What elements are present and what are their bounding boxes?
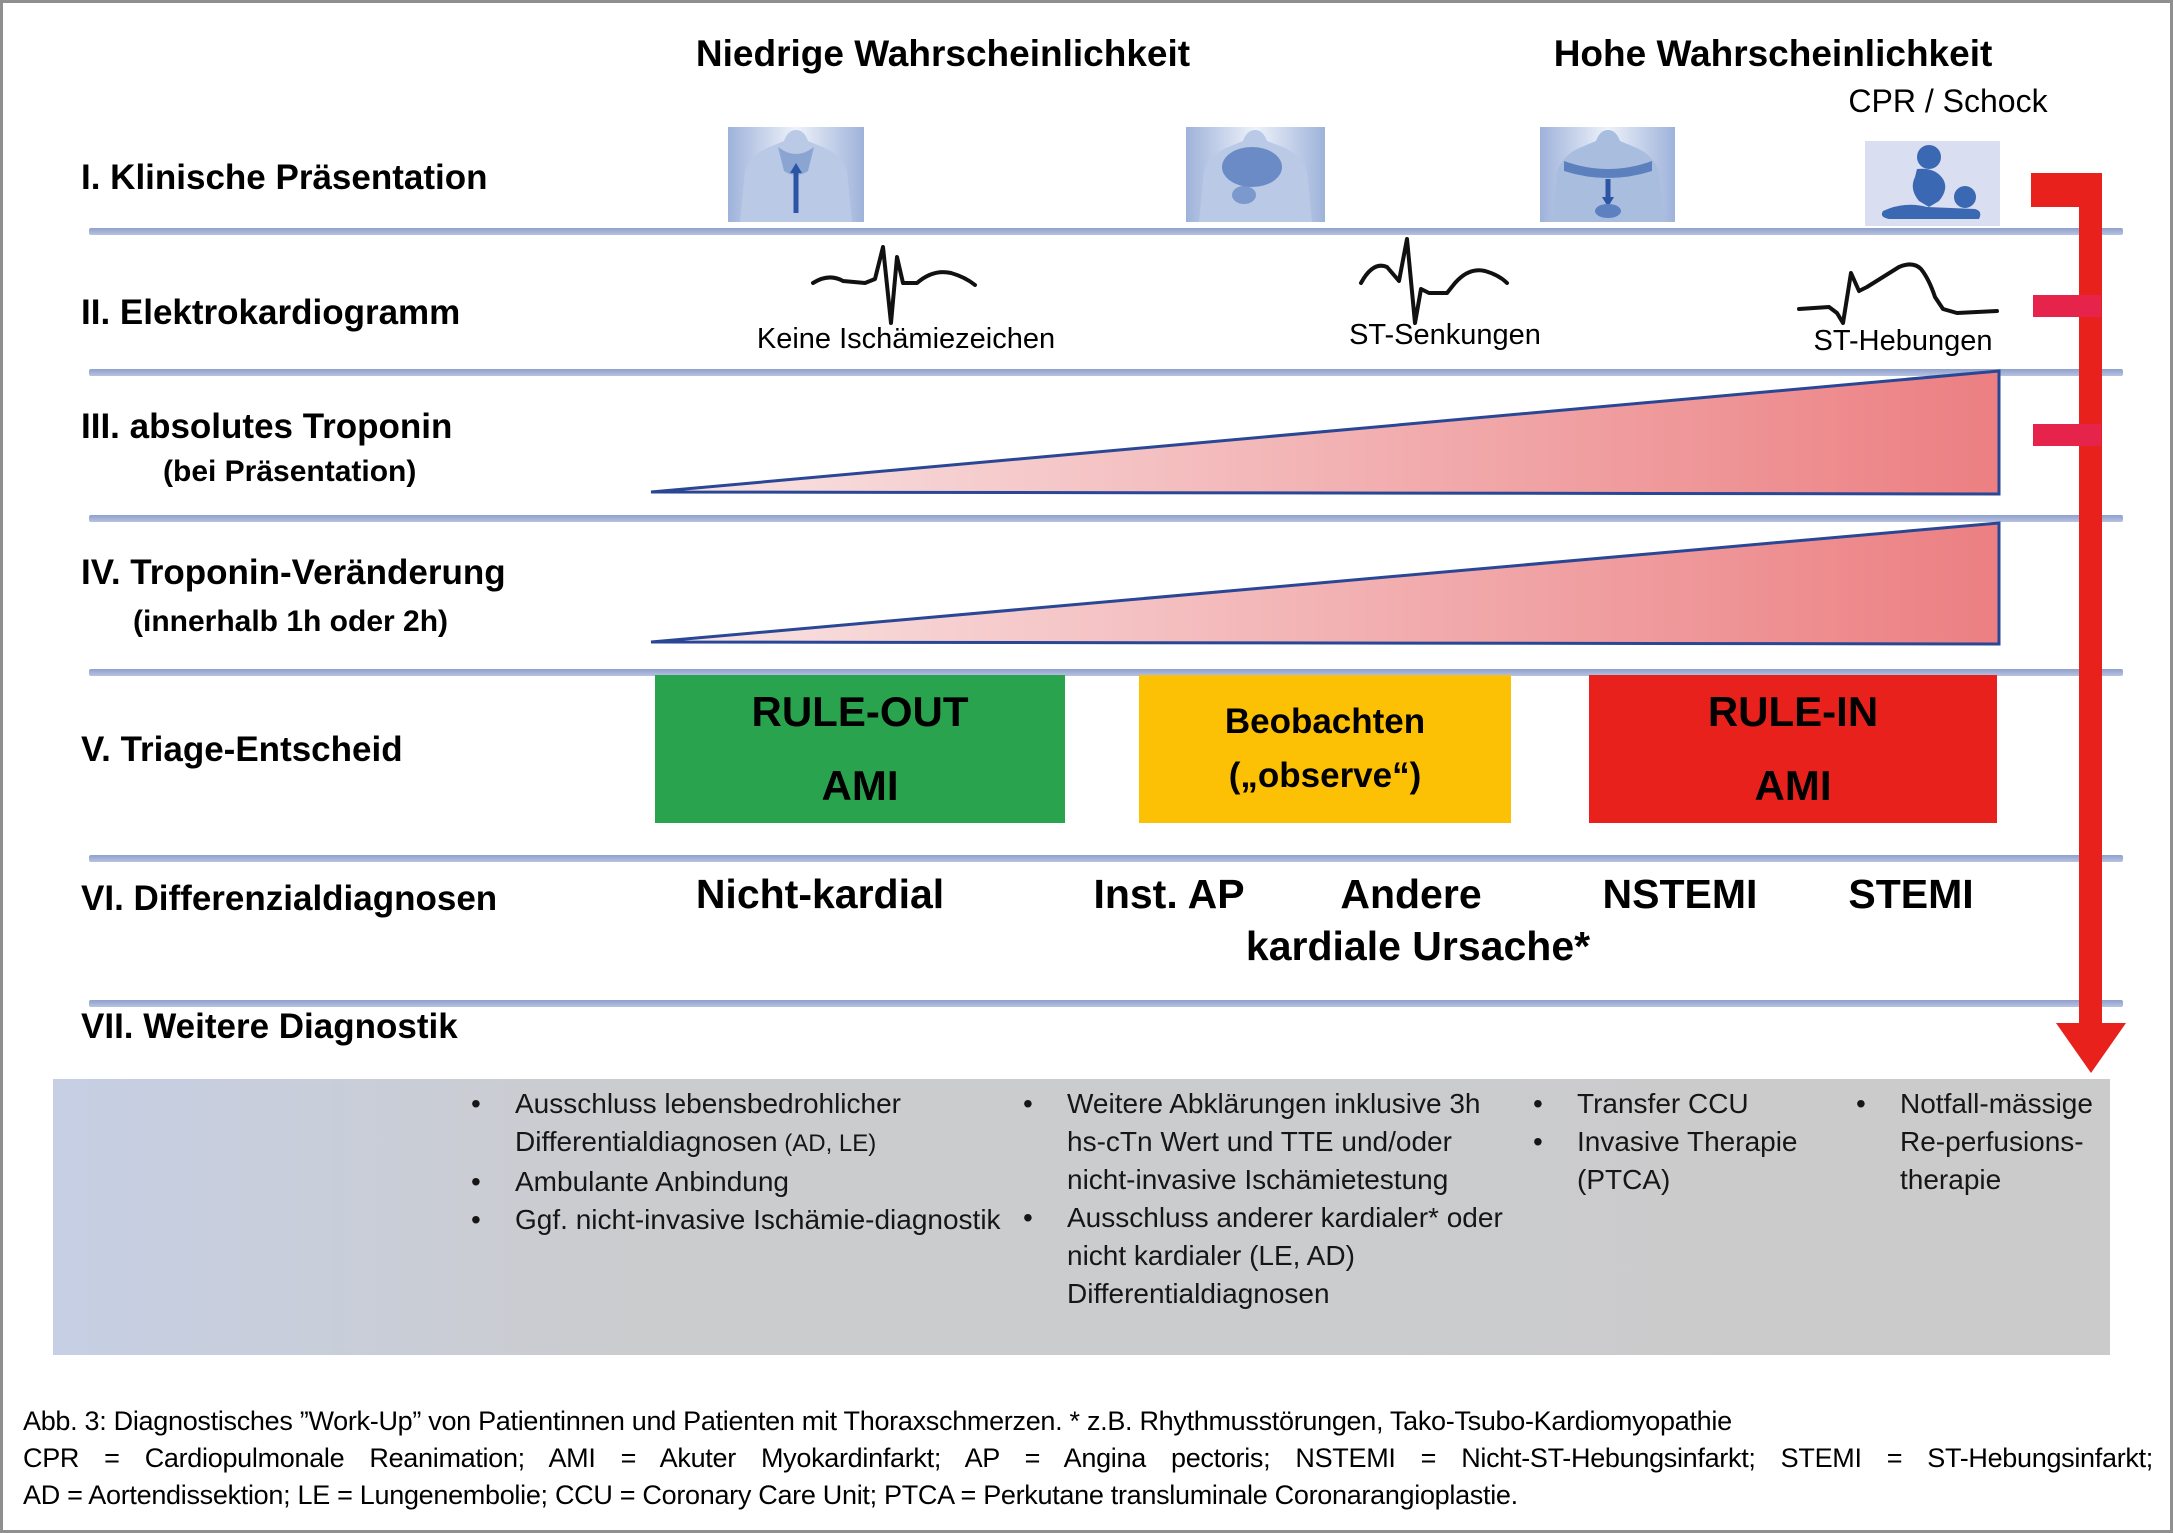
bullet-icon: •	[1856, 1088, 1866, 1119]
arrow-tab-row2	[2033, 295, 2101, 317]
row-label-6: VI. Differenzialdiagnosen	[81, 879, 498, 918]
rule-in-line1: RULE-IN	[1707, 688, 1879, 735]
row-label-3: III. absolutes Troponin	[81, 407, 453, 446]
row-label-5: V. Triage-Entscheid	[81, 730, 403, 769]
divider-1	[89, 228, 2123, 235]
caption-line-2: CPR = Cardiopulmonale Reanimation; AMI = Akuter Myokardinfarkt; AP = Angina pectoris; NSTEMI = Nicht-ST-Hebungsinfarkt; STEMI = ST-Hebungsinfarkt;	[23, 1443, 2153, 1473]
troponin-delta-triangle	[643, 517, 2008, 649]
caption-line-1: Abb. 3: Diagnostisches ”Work-Up” von Patientinnen und Patienten mit Thoraxschmerzen. * z.B. Rhythmusstörungen, Tako-Tsubo-Kardiomyopathie	[23, 1406, 1732, 1436]
bullet-icon: •	[471, 1166, 481, 1197]
dd-nicht-kardial: Nicht-kardial	[695, 871, 945, 917]
observe-box	[1139, 675, 1511, 823]
rule-out-line1: RULE-OUT	[751, 688, 969, 735]
caption-line-3: AD = Aortendissektion; LE = Lungenembolie; CCU = Coronary Care Unit; PTCA = Perkutane transluminale Coronarangioplastie.	[23, 1480, 1518, 1510]
list-item: • Transfer CCU	[1525, 1085, 1845, 1123]
divider-6	[89, 1000, 2123, 1007]
dd-andere-line2: kardiale Ursache*	[1245, 923, 1591, 969]
ecg-label-st-elevation: ST-Hebungen	[1813, 325, 1993, 357]
row-sublabel-4: (innerhalb 1h oder 2h)	[133, 605, 449, 638]
row-sublabel-3: (bei Präsentation)	[163, 455, 417, 488]
list-item: • Notfall-mässige Re-perfusions-therapie	[1848, 1085, 2098, 1199]
list-item: • Weitere Abklärungen inklusive 3h hs-cTn Wert und TTE und/oder nicht-invasive Ischämietestung	[1015, 1085, 1507, 1199]
list-item: • Ausschluss anderer kardialer* oder nicht kardialer (LE, AD) Differentialdiagnosen	[1015, 1199, 1507, 1313]
row-label-7: VII. Weitere Diagnostik	[81, 1007, 458, 1046]
ecg-st-elevation-icon	[1793, 251, 2013, 331]
diagnostics-column-3	[1525, 1085, 1845, 1199]
troponin-absolute-triangle	[643, 365, 2008, 499]
divider-5	[89, 855, 2123, 862]
observe-line2: („observe“)	[1228, 756, 1422, 795]
ecg-normal-icon	[803, 239, 1003, 329]
observe-line1: Beobachten	[1224, 702, 1426, 741]
ecg-label-st-depression: ST-Senkungen	[1349, 319, 1541, 351]
cpr-shock-label: CPR / Schock	[1848, 83, 2048, 119]
bullet-icon: •	[1023, 1202, 1033, 1233]
dd-inst-ap: Inst. AP	[1093, 871, 1245, 917]
arrow-tab-row3	[2033, 424, 2101, 446]
dd-andere: Andere	[1340, 871, 1482, 917]
torso-xray-icon-3	[1540, 127, 1675, 222]
header-high-probability: Hohe Wahrscheinlichkeit	[1553, 33, 1993, 74]
ecg-label-none: Keine Ischämiezeichen	[756, 323, 1056, 355]
rule-out-box	[655, 675, 1065, 823]
list-item: • Ausschluss lebensbedrohlicher Differentialdiagnosen (AD, LE)	[463, 1085, 1008, 1163]
dd-stemi: STEMI	[1848, 871, 1974, 917]
dd-nstemi: NSTEMI	[1602, 871, 1758, 917]
rule-in-line2: AMI	[1754, 762, 1832, 809]
bullet-icon: •	[1023, 1088, 1033, 1119]
torso-xray-icon-2	[1186, 127, 1325, 222]
bullet-icon: •	[471, 1204, 481, 1235]
ecg-st-depression-icon	[1353, 231, 1543, 327]
list-item: • Invasive Therapie (PTCA)	[1525, 1123, 1845, 1199]
bullet-icon: •	[1533, 1126, 1543, 1157]
diagnostics-column-1	[463, 1085, 1008, 1239]
cpr-icon	[1865, 141, 2000, 226]
arrow-head-icon	[2056, 1023, 2126, 1073]
row-label-4: IV. Troponin-Veränderung	[81, 553, 506, 592]
bullet-icon: •	[471, 1088, 481, 1119]
diagnostics-column-2	[1015, 1085, 1507, 1313]
row-label-2: II. Elektrokardiogramm	[81, 293, 461, 332]
diagnostics-column-4	[1848, 1085, 2098, 1199]
row-label-1: I. Klinische Präsentation	[81, 158, 488, 197]
rule-out-line2: AMI	[821, 762, 899, 809]
torso-xray-icon-1	[728, 127, 864, 222]
rule-in-box	[1589, 675, 1997, 823]
bullet-icon: •	[1533, 1088, 1543, 1119]
header-low-probability: Niedrige Wahrscheinlichkeit	[695, 33, 1191, 74]
list-item: • Ambulante Anbindung	[463, 1163, 1008, 1201]
list-item: • Ggf. nicht-invasive Ischämie-diagnostik	[463, 1201, 1008, 1239]
